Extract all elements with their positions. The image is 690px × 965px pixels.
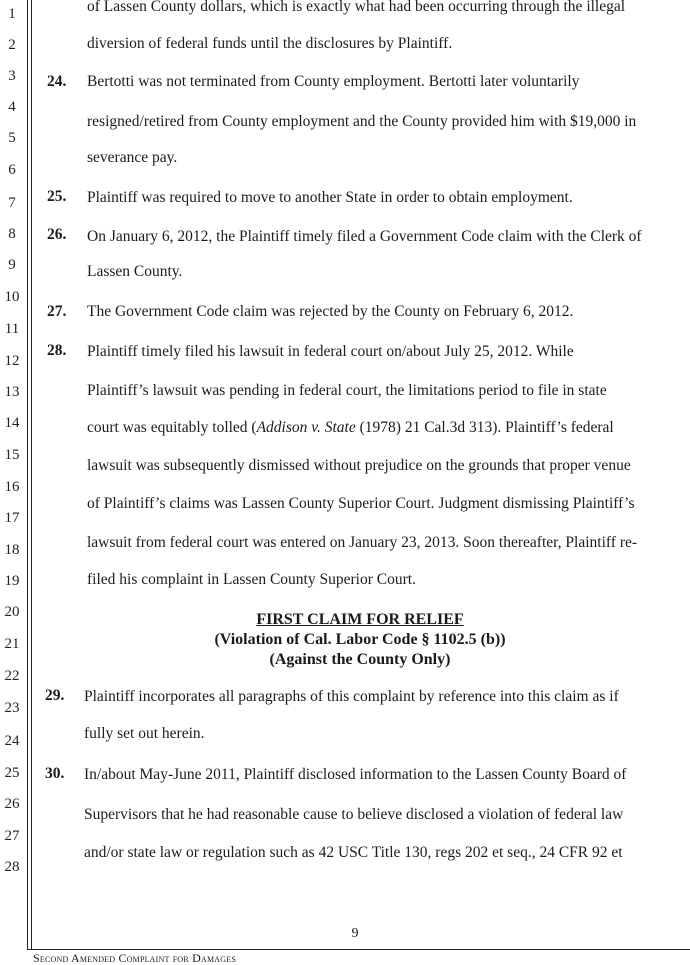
paragraph-28-line: of Plaintiff’s claims was Lassen County Superior Court. Judgment dismissing Plaintiff’s <box>87 495 635 512</box>
pleading-border-line <box>31 0 32 950</box>
line-number: 26 <box>4 796 20 812</box>
paragraph-24-line: Bertotti was not terminated from County employment. Bertotti later voluntarily <box>87 73 580 90</box>
paragraph-number: 24. <box>47 73 67 90</box>
paragraph-number: 28. <box>47 342 67 359</box>
paragraph-29-line: Plaintiff incorporates all paragraphs of this complaint by reference into this claim as if <box>84 688 619 705</box>
paragraph-28-line: lawsuit from federal court was entered on January 23, 2013. Soon thereafter, Plaintiff re- <box>87 534 638 551</box>
line-number: 7 <box>8 195 16 211</box>
paragraph-27-line: The Government Code claim was rejected by the County on February 6, 2012. <box>87 303 574 320</box>
claim-heading-title: FIRST CLAIM FOR RELIEF <box>256 611 464 628</box>
line-number: 8 <box>8 226 16 242</box>
line-number: 28 <box>4 859 20 875</box>
footer-rule <box>27 949 690 950</box>
line-number: 22 <box>4 668 20 684</box>
line-number: 20 <box>4 604 20 620</box>
case-citation: Addison v. State <box>256 419 356 436</box>
line-number: 3 <box>8 68 16 84</box>
paragraph-28-line: Plaintiff’s lawsuit was pending in federal court, the limitations period to file in state <box>87 382 607 399</box>
line-number: 17 <box>4 510 20 526</box>
paragraph-30-line: In/about May-June 2011, Plaintiff disclosed information to the Lassen County Board of <box>84 766 627 783</box>
line-number: 9 <box>8 257 16 273</box>
line-number: 19 <box>4 573 20 589</box>
line-number: 27 <box>4 828 20 844</box>
line-number: 6 <box>8 162 16 178</box>
line-number: 12 <box>4 353 20 369</box>
claim-heading-subtitle: (Violation of Cal. Labor Code § 1102.5 (b)) <box>214 631 506 648</box>
paragraph-26-line: On January 6, 2012, the Plaintiff timely filed a Government Code claim with the Clerk of <box>87 228 642 245</box>
line-number: 11 <box>4 321 20 337</box>
page-number: 9 <box>351 926 359 941</box>
claim-heading-scope: (Against the County Only) <box>269 651 451 668</box>
line-number: 23 <box>4 700 20 716</box>
line-number: 10 <box>4 289 20 305</box>
paragraph-28-line <box>87 418 614 438</box>
line-number: 21 <box>4 636 20 652</box>
paragraph-23-line: of Lassen County dollars, which is exactly what had been occurring through the illegal <box>87 0 626 15</box>
footer-title: Second Amended Complaint for Damages <box>33 951 236 965</box>
paragraph-24-line: resigned/retired from County employment and the County provided him with $19,000 in <box>87 113 637 130</box>
paragraph-26-line: Lassen County. <box>87 263 183 280</box>
line-number: 16 <box>4 479 20 495</box>
paragraph-28-line: lawsuit was subsequently dismissed without prejudice on the grounds that proper venue <box>87 457 631 474</box>
paragraph-28-text: court was equitably tolled ( <box>87 419 257 436</box>
pleading-border-line <box>27 0 28 950</box>
paragraph-24-line: severance pay. <box>87 149 178 166</box>
line-number: 15 <box>4 447 20 463</box>
paragraph-number: 30. <box>45 765 65 782</box>
line-number: 25 <box>4 765 20 781</box>
line-number: 24 <box>4 733 20 749</box>
line-number: 2 <box>8 37 16 53</box>
line-number: 13 <box>4 384 20 400</box>
paragraph-30-line: Supervisors that he had reasonable cause to believe disclosed a violation of federal law <box>84 806 624 823</box>
paragraph-30-line: and/or state law or regulation such as 42 USC Title 130, regs 202 et seq., 24 CFR 92 et <box>84 844 623 861</box>
line-number: 4 <box>8 99 16 115</box>
paragraph-25-line: Plaintiff was required to move to another State in order to obtain employment. <box>87 189 573 206</box>
paragraph-28-text: (1978) 21 Cal.3d 313). Plaintiff’s federal <box>355 419 614 436</box>
paragraph-number: 29. <box>45 687 65 704</box>
paragraph-number: 26. <box>47 226 67 243</box>
paragraph-28-line: Plaintiff timely filed his lawsuit in federal court on/about July 25, 2012. While <box>87 343 574 360</box>
line-number: 14 <box>4 415 20 431</box>
paragraph-29-line: fully set out herein. <box>84 725 205 742</box>
paragraph-23-line: diversion of federal funds until the disclosures by Plaintiff. <box>87 35 453 52</box>
paragraph-number: 27. <box>47 303 67 320</box>
paragraph-number: 25. <box>47 188 67 205</box>
line-number: 5 <box>8 130 16 146</box>
line-number: 1 <box>8 6 16 22</box>
line-number: 18 <box>4 542 20 558</box>
paragraph-28-line: filed his complaint in Lassen County Superior Court. <box>87 571 416 588</box>
